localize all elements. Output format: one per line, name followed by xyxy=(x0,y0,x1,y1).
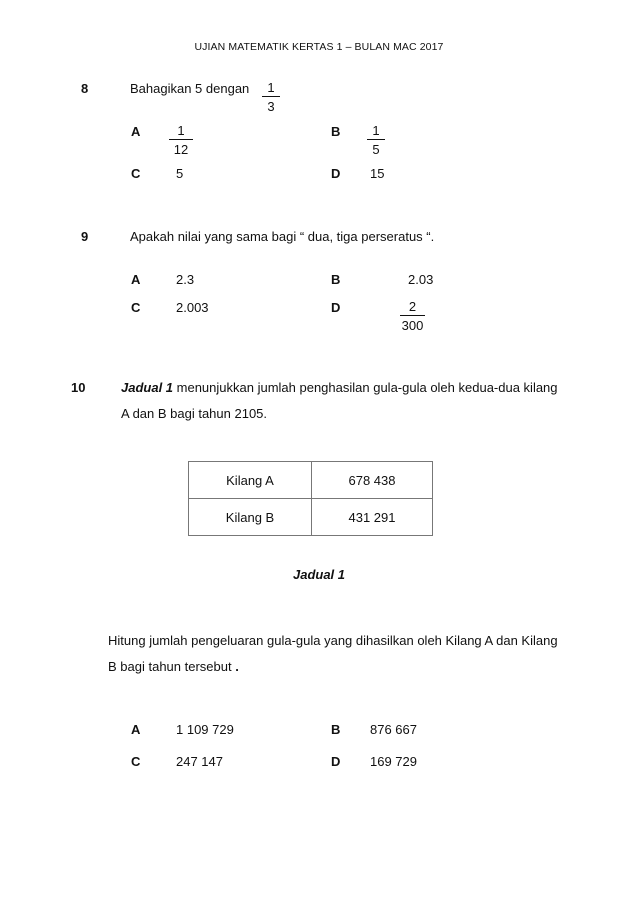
question-number: 10 xyxy=(71,380,86,395)
denominator: 5 xyxy=(372,142,380,157)
option-d-value: 15 xyxy=(370,166,385,181)
table-row xyxy=(189,462,433,499)
numerator: 1 xyxy=(372,123,380,138)
option-a-label: A xyxy=(131,722,141,737)
table-row xyxy=(189,499,433,536)
production-value: 431 291 xyxy=(312,499,433,536)
option-c-label: C xyxy=(131,166,141,181)
denominator: 3 xyxy=(267,99,275,114)
numerator: 2 xyxy=(408,299,417,314)
question-text: Bahagikan 5 dengan xyxy=(130,81,250,96)
question-number: 8 xyxy=(81,81,89,96)
option-b-label: B xyxy=(331,272,341,287)
question-end: . xyxy=(231,659,239,674)
production-table xyxy=(188,461,433,536)
option-d-label: D xyxy=(331,754,341,769)
fraction-bar xyxy=(367,139,385,140)
option-d-fraction xyxy=(400,299,425,333)
option-b-fraction xyxy=(367,123,385,157)
option-c-label: C xyxy=(131,300,141,315)
option-a-label: A xyxy=(131,124,141,139)
option-c-value: 5 xyxy=(176,166,184,181)
numerator: 1 xyxy=(267,80,275,95)
option-c-value: 247 147 xyxy=(176,754,223,769)
fraction-bar xyxy=(400,315,425,316)
fraction-bar xyxy=(262,96,280,97)
option-c-value: 2.003 xyxy=(176,300,209,315)
option-d-value: 169 729 xyxy=(370,754,417,769)
fraction xyxy=(262,80,280,114)
option-d-label: D xyxy=(331,166,341,181)
fraction-bar xyxy=(169,139,193,140)
option-a-fraction xyxy=(169,123,193,157)
page-header: UJIAN MATEMATIK KERTAS 1 – BULAN MAC 2017 xyxy=(194,41,444,53)
option-a-value: 2.3 xyxy=(176,272,195,287)
question-number: 9 xyxy=(81,229,89,244)
option-a-label: A xyxy=(131,272,141,287)
table-reference: Jadual 1 xyxy=(121,380,174,395)
denominator: 300 xyxy=(401,318,424,333)
option-d-label: D xyxy=(331,300,341,315)
question-text: B bagi tahun tersebut xyxy=(108,659,232,674)
numerator: 1 xyxy=(177,123,185,138)
table-caption: Jadual 1 xyxy=(292,567,346,582)
option-a-value: 1 109 729 xyxy=(176,722,234,737)
production-value: 678 438 xyxy=(312,462,433,499)
question-text-line1: Hitung jumlah pengeluaran gula-gula yang dihasilkan oleh Kilang A dan Kilang xyxy=(108,633,558,648)
intro-text: menunjukkan jumlah penghasilan gula-gula oleh kedua-dua kilang xyxy=(173,380,558,395)
option-b-value: 876 667 xyxy=(370,722,417,737)
factory-name: Kilang A xyxy=(189,462,312,499)
denominator: 12 xyxy=(173,142,189,157)
question-text-line2 xyxy=(108,659,239,674)
option-c-label: C xyxy=(131,754,141,769)
option-b-label: B xyxy=(331,124,341,139)
question-intro xyxy=(121,380,558,395)
question-intro-line2: A dan B bagi tahun 2105. xyxy=(121,406,268,421)
factory-name: Kilang B xyxy=(189,499,312,536)
option-b-label: B xyxy=(331,722,341,737)
option-b-value: 2.03 xyxy=(408,272,434,287)
question-text: Apakah nilai yang sama bagi “ dua, tiga perseratus “. xyxy=(130,229,435,244)
